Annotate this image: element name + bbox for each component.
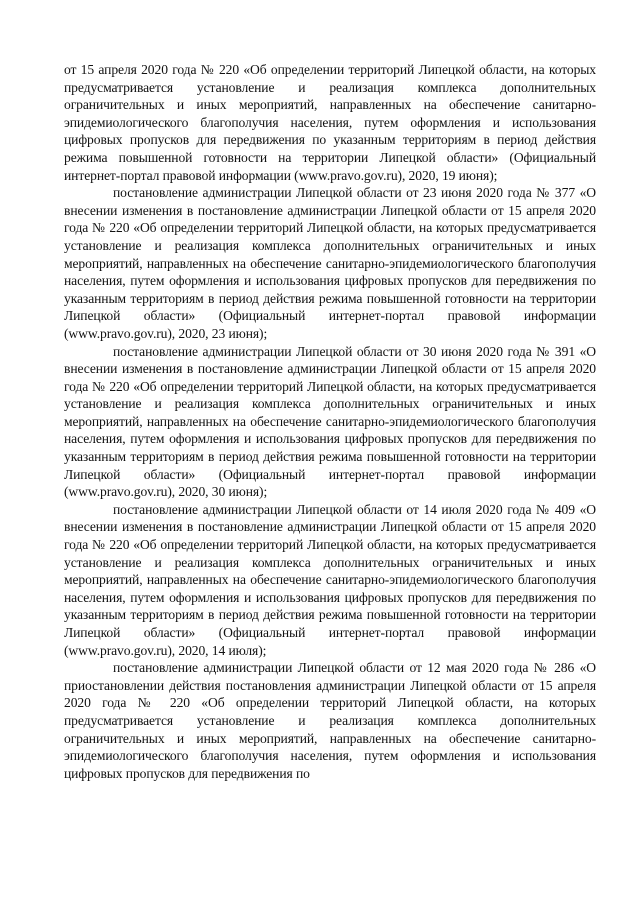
document-page	[64, 61, 596, 782]
paragraph-decree-286: постановление администрации Липецкой области от 12 мая 2020 года № 286 «О приостановлении действия постановления администрации Липецкой области от 15 апреля 2020 года № 220 «Об определении территорий Липецкой области, на которых предусматривается установление и реализация комплекса дополнительных ограничительных и иных мероприятий, направленных на обеспечение санитарно-эпидемиологического благополучия населения, путем оформления и использования цифровых пропусков для передвижения по	[64, 660, 596, 781]
paragraph-decree-409: постановление администрации Липецкой области от 14 июля 2020 года № 409 «О внесении изменения в постановление администрации Липецкой области от 15 апреля 2020 года № 220 «Об определении территорий Липецкой области, на которых предусматривается установление и реализация комплекса дополнительных ограничительных и иных мероприятий, направленных на обеспечение санитарно-эпидемиологического благополучия населения, путем оформления и использования цифровых пропусков для передвижения по указанным территориям в период действия режима повышенной готовности на территории Липецкой области» (Официальный интернет-портал правовой информации (www.pravo.gov.ru), 2020, 14 июля);	[64, 501, 596, 658]
paragraph-decree-391: постановление администрации Липецкой области от 30 июня 2020 года № 391 «О внесении изменения в постановление администрации Липецкой области от 15 апреля 2020 года № 220 «Об определении территорий Липецкой области, на которых предусматривается установление и реализация комплекса дополнительных ограничительных и иных мероприятий, направленных на обеспечение санитарно-эпидемиологического благополучия населения, путем оформления и использования цифровых пропусков для передвижения по указанным территориям в период действия режима повышенной готовности на территории Липецкой области» (Официальный интернет-портал правовой информации (www.pravo.gov.ru), 2020, 30 июня);	[64, 343, 596, 500]
paragraph-decree-377: постановление администрации Липецкой области от 23 июня 2020 года № 377 «О внесении изменения в постановление администрации Липецкой области от 15 апреля 2020 года № 220 «Об определении территорий Липецкой области, на которых предусматривается установление и реализация комплекса дополнительных ограничительных и иных мероприятий, направленных на обеспечение санитарно-эпидемиологического благополучия населения, путем оформления и использования цифровых пропусков для передвижения по указанным территориям в период действия режима повышенной готовности на территории Липецкой области» (Официальный интернет-портал правовой информации (www.pravo.gov.ru), 2020, 23 июня);	[64, 185, 596, 341]
paragraph-continuation: от 15 апреля 2020 года № 220 «Об определении территорий Липецкой области, на которых предусматривается установление и реализация комплекса дополнительных ограничительных и иных мероприятий, направленных на обеспечение санитарно-эпидемиологического благополучия населения, путем оформления и использования цифровых пропусков для передвижения по указанным территориям в период действия режима повышенной готовности на территории Липецкой области» (Официальный интернет-портал правовой информации (www.pravo.gov.ru), 2020, 19 июня);	[64, 62, 596, 183]
